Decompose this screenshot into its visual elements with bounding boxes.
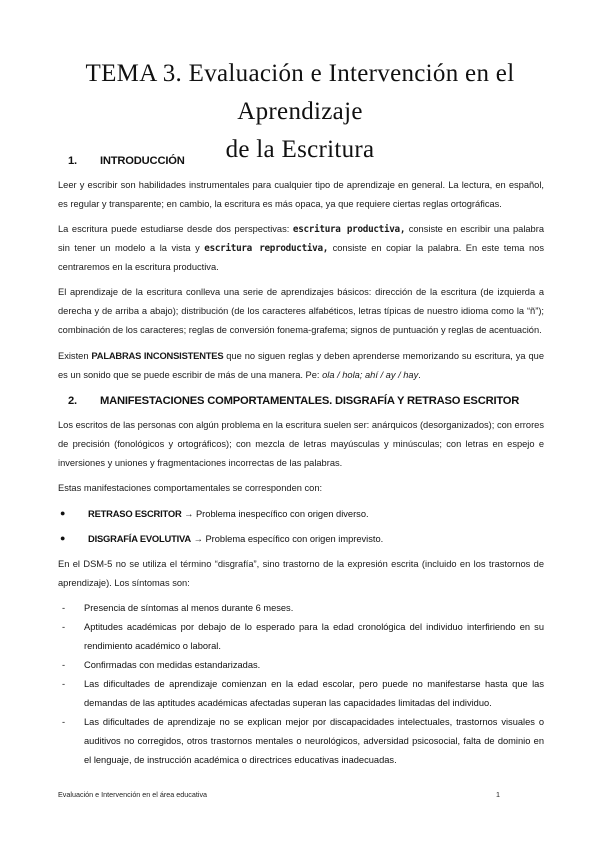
bullet-icon: ●	[60, 508, 66, 518]
example-text: ola / hola; ahí / ay / hay	[322, 370, 419, 380]
list-item	[58, 656, 544, 675]
dash-marker: -	[62, 660, 66, 670]
list-item	[58, 529, 544, 549]
emphasis-term: PALABRAS INCONSISTENTES	[91, 350, 224, 361]
list-item	[58, 675, 544, 713]
list-item	[58, 618, 544, 656]
footer-text: Evaluación e Intervención en el área educativa	[58, 790, 208, 799]
list-item	[58, 713, 544, 770]
list-item-text	[88, 529, 383, 549]
paragraph: Estas manifestaciones comportamentales se corresponden con:	[58, 483, 323, 493]
dash-marker: -	[62, 622, 66, 632]
emphasis-term: escritura reproductiva,	[204, 243, 329, 254]
text-run: que no siguen reglas y deben aprenderse memorizando su escritura, ya que es un sonido que se puede escribir de más de una manera. Pe:	[58, 351, 544, 380]
emphasis-term: DISGRAFÍA EVOLUTIVA	[88, 533, 191, 544]
list-item	[58, 504, 544, 524]
section-2-heading	[58, 395, 544, 407]
bullet-icon: ●	[60, 533, 66, 543]
bullet-list	[58, 504, 544, 549]
text-run: consiste en escribir una palabra sin tener un modelo a la vista y	[58, 224, 544, 253]
text-run: → Problema específico con origen imprevisto.	[190, 534, 384, 544]
page-number: 1	[496, 790, 500, 799]
text-run: .	[418, 370, 421, 380]
title-line-1: TEMA 3. Evaluación e Intervención en el Aprendizaje	[85, 60, 515, 125]
symptom-list	[58, 599, 544, 770]
paragraph: Los escritos de las personas con algún problema en la escritura suelen ser: anárquicos (desorganizados); con errores de precisión (fonológicos y ortográficos); con mezcla de letras mayúsculas y minúsculas; con letras en espejo e inversiones y uniones y fragmentaciones incorrectas de las palabras.	[58, 420, 544, 468]
paragraph: El aprendizaje de la escritura conlleva una serie de aprendizajes básicos: dirección de la escritura (de izquierda a derecha y de arriba a abajo); distribución (de los caracteres alfabéticos, letras típicas de nuestro idioma como la “ñ”); combinación de los caracteres; reglas de conversión fonema-grafema; signos de puntuación y reglas de acentuación.	[58, 287, 544, 335]
paragraph: Leer y escribir son habilidades instrumentales para cualquier tipo de aprendizaje en general. La lectura, en español, es regular y transparente; en cambio, la escritura es más opaca, ya que requiere ciertas reglas ortográficas.	[58, 180, 544, 209]
list-item-text: Presencia de síntomas al menos durante 6 meses.	[84, 603, 294, 613]
text-run: → Problema inespecífico con origen diverso.	[181, 509, 369, 519]
paragraph	[58, 220, 544, 277]
list-item-text: Las dificultades de aprendizaje comienzan en la edad escolar, pero puede no manifestarse hasta que las demandas de las aptitudes académicas afectadas superan las capacidades limitadas del individuo.	[84, 679, 544, 708]
section-title: MANIFESTACIONES COMPORTAMENTALES. DISGRAFÍA Y RETRASO ESCRITOR	[100, 395, 520, 407]
list-item-text: Aptitudes académicas por debajo de lo esperado para la edad cronológica del individuo interfiriendo en su rendimiento académico o laboral.	[84, 622, 544, 651]
dash-marker: -	[62, 603, 66, 613]
section-number: 1.	[68, 155, 77, 167]
title-line-2: de la Escritura	[225, 136, 375, 163]
section-number: 2.	[68, 395, 77, 407]
document-body	[58, 155, 544, 770]
emphasis-term: RETRASO ESCRITOR	[88, 508, 182, 519]
list-item	[58, 599, 544, 618]
paragraph	[58, 346, 544, 385]
emphasis-term: escritura productiva,	[292, 224, 406, 235]
section-title: INTRODUCCIÓN	[100, 155, 185, 167]
page-title	[40, 55, 560, 169]
page-footer	[58, 790, 500, 799]
list-item-text: Las dificultades de aprendizaje no se explican mejor por discapacidades intelectuales, trastornos visuales o auditivos no corregidos, otros trastornos mentales o neurológicos, adversidad psicosocial, falta de dominio en el lenguaje, de instrucción académica o directrices educativas inadecuadas.	[84, 717, 544, 765]
dash-marker: -	[62, 717, 66, 727]
list-item-text	[88, 504, 369, 524]
list-item-text: Confirmadas con medidas estandarizadas.	[84, 660, 261, 670]
section-1-heading	[58, 155, 544, 167]
text-run: La escritura puede estudiarse desde dos perspectivas:	[58, 224, 293, 234]
dash-marker: -	[62, 679, 66, 689]
paragraph: En el DSM-5 no se utiliza el término “disgrafía”, sino trastorno de la expresión escrita (incluido en los trastornos de aprendizaje). Los síntomas son:	[58, 559, 544, 588]
text-run: consiste en copiar la palabra. En este tema nos centraremos en la escritura productiva.	[58, 243, 544, 272]
text-run: Existen	[58, 351, 92, 361]
